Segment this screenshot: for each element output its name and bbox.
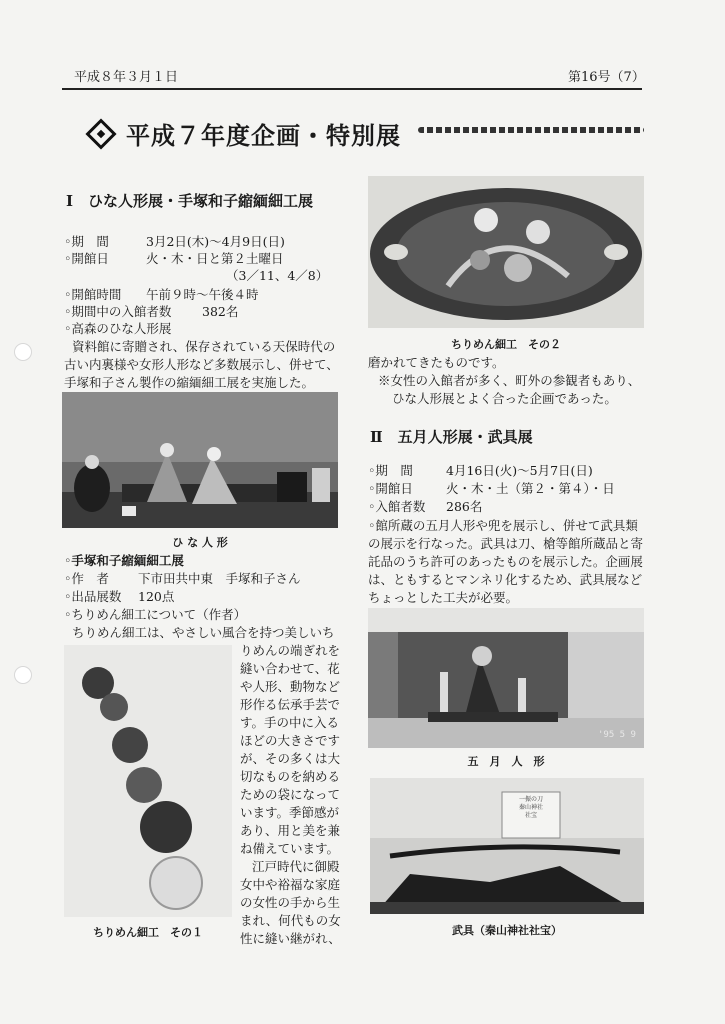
- s2-body-2: の展示を行なった。武具は刀、槍等館所蔵品と寄: [368, 536, 644, 551]
- about-line: 形作る伝承手芸で: [240, 697, 341, 712]
- s1-open-value: 火・木・日と第２土曜日: [146, 251, 284, 266]
- about-line: りめんの端ぎれを: [240, 643, 341, 658]
- chirimen-photo-2: [368, 176, 644, 328]
- hina-photo-caption: ひ な 人 形: [172, 536, 228, 549]
- s1-open-sub: （3／11、4／8）: [226, 268, 329, 283]
- s1-hours-value: 午前９時〜午後４時: [146, 287, 259, 302]
- section2-heading: Ⅱ 五月人形展・武具展: [370, 428, 533, 446]
- s1-visitors-label: ◦期間中の入館者数: [64, 304, 172, 319]
- s2-open-value: 火・木・土（第２・第４）・日: [446, 481, 615, 496]
- note-line: 秦山神社: [518, 804, 543, 811]
- s1-open-label: ◦開館日: [64, 251, 109, 266]
- s2-open-label: ◦開館日: [368, 481, 413, 496]
- bugu-note-card: [504, 796, 558, 820]
- punch-hole-top: [14, 343, 32, 361]
- s1-maker-value: 下市田共中東 手塚和子さん: [138, 571, 301, 586]
- s2-body-5: ちょっとした工夫が必要。: [368, 590, 519, 605]
- s2-body-3: 託品のうち許可のあったものを展示した。企画展: [368, 554, 643, 569]
- cont-line-2: ※女性の入館者が多く、町外の参観者もあり、: [378, 373, 641, 388]
- bugu-caption: 武具（秦山神社社宝）: [452, 924, 562, 937]
- s1-about: ◦ちりめん細工について（作者）: [64, 607, 247, 622]
- about-line: あり、用と美を兼: [240, 823, 341, 838]
- about-line: や人形、動物など: [240, 679, 341, 694]
- about-line: ほどの大きさです: [240, 733, 341, 748]
- diamond-icon: [85, 118, 116, 149]
- chirimen-photo-1: [64, 645, 232, 917]
- s1-maker-label: ◦作 者: [64, 571, 109, 586]
- gogatsu-caption: 五 月 人 形: [467, 755, 545, 768]
- page-title: 平成７年度企画・特別展: [126, 121, 401, 150]
- title-decoration: [418, 127, 644, 133]
- page-title-block: [90, 116, 401, 151]
- note-line: 一振の刀: [518, 796, 543, 803]
- about-line: の女性の手から生: [240, 895, 341, 910]
- s2-visitors-label: ◦入館者数: [368, 499, 426, 514]
- s1-count-value: 120点: [138, 589, 175, 604]
- cont-line-1: 磨かれてきたものです。: [368, 355, 505, 370]
- s1-count-label: ◦出品展数: [64, 589, 122, 604]
- about-line: 女中や裕福な家庭: [240, 877, 341, 892]
- s1-about-lead: ちりめん細工は、やさしい風合を持つ美しいち: [72, 625, 335, 640]
- s2-visitors-value: 286名: [446, 499, 483, 514]
- s1-visitors-value: 382名: [202, 304, 239, 319]
- about-line: ための袋になって: [240, 787, 341, 802]
- about-line: まれ、何代もの女: [240, 913, 341, 928]
- about-line: が、その多くは大: [240, 751, 341, 766]
- s2-body-1: ◦館所蔵の五月人形や兜を展示し、併せて武具類: [368, 518, 638, 533]
- header-rule: [62, 88, 642, 90]
- chirimen2-caption: ちりめん細工 その２: [451, 338, 561, 351]
- s1-body-1: 資料館に寄贈され、保存されている天保時代の: [72, 339, 336, 354]
- cont-line-3: ひな人形展とよく合った企画であった。: [392, 391, 617, 406]
- s1-body-3: 手塚和子さん製作の縮緬細工展を実施した。: [64, 375, 315, 390]
- section1-heading: Ⅰ ひな人形展・手塚和子縮緬細工展: [66, 192, 314, 210]
- note-line: 社宝: [524, 812, 537, 819]
- photo-date-stamp: '95 5 9: [598, 730, 636, 740]
- hina-doll-photo: [62, 392, 338, 528]
- s1-hours-label: ◦開館時間: [64, 287, 122, 302]
- chirimen1-caption: ちりめん細工 その１: [93, 926, 203, 939]
- about-line: います。季節感が: [240, 805, 340, 820]
- s1-period-label: ◦期 間: [64, 234, 109, 249]
- about-line: 切なものを納める: [240, 769, 341, 784]
- header-date: 平成８年３月１日: [74, 70, 179, 85]
- s1-period-value: 3月2日(木)〜4月9日(日): [146, 234, 285, 249]
- about-line: 江戸時代に御殿: [252, 859, 340, 874]
- s2-period-label: ◦期 間: [368, 463, 413, 478]
- s1-body-2: 古い内裏様や女形人形など多数展示し、併せて、: [64, 357, 339, 372]
- header-issue: 第16号（7）: [568, 70, 645, 85]
- about-line: 縫い合わせて、花: [240, 661, 340, 676]
- s2-period-value: 4月16日(火)〜5月7日(日): [446, 463, 593, 478]
- about-line: 性に縫い継がれ、: [240, 931, 341, 946]
- punch-hole-bottom: [14, 666, 32, 684]
- s1-exhibit: ◦高森のひな人形展: [64, 321, 172, 336]
- about-line: す。手の中に入る: [240, 715, 340, 730]
- s2-body-4: は、ともするとマンネリ化するため、武具展など: [368, 572, 643, 587]
- s1-sub-heading: ◦手塚和子縮緬細工展: [64, 553, 184, 568]
- gogatsu-doll-photo: [368, 608, 644, 748]
- about-line: ね備えています。: [240, 841, 340, 856]
